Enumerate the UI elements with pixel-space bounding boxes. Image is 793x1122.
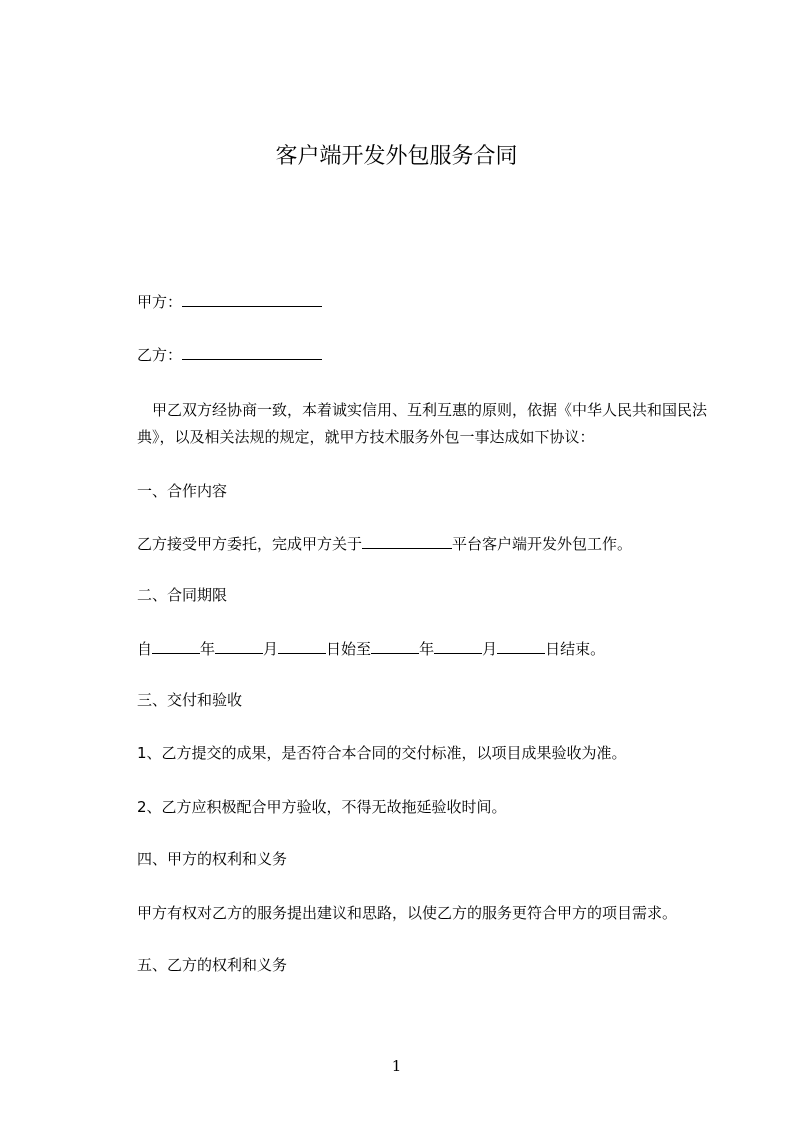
intro-indent (137, 401, 152, 419)
section-1-text-before: 乙方接受甲方委托，完成甲方关于 (137, 535, 363, 553)
party-a-label: 甲方： (137, 293, 183, 311)
end-day-blank (497, 638, 545, 654)
section-4-text: 甲方有权对乙方的服务提出建议和思路，以使乙方的服务更符合甲方的项目需求。 (137, 904, 678, 922)
end-month-label: 月 (482, 640, 498, 658)
party-b-label: 乙方： (137, 346, 183, 364)
start-day-blank (278, 638, 326, 654)
start-day-to-label: 日始至 (326, 640, 372, 658)
start-year-label: 年 (200, 640, 216, 658)
start-year-blank (152, 638, 200, 654)
intro-text: 甲乙双方经协商一致，本着诚实信用、互利互惠的原则，依据《中华人民共和国民法典》，以及相关法规的规定，就甲方技术服务外包一事达成如下协议： (137, 401, 708, 446)
start-month-label: 月 (263, 640, 279, 658)
page-number: 1 (391, 1057, 402, 1075)
end-month-blank (434, 638, 482, 654)
section-3-item-1: 1、乙方提交的成果，是否符合本合同的交付标准，以项目成果验收为准。 (137, 744, 627, 762)
end-year-blank (371, 638, 419, 654)
contract-period-line (137, 638, 605, 659)
period-from-label: 自 (137, 640, 153, 658)
contract-title: 客户端开发外包服务合同 (275, 144, 518, 169)
section-5-heading: 五、乙方的权利和义务 (137, 956, 288, 974)
party-a-blank (182, 291, 322, 307)
section-2-heading: 二、合同期限 (137, 586, 228, 604)
section-1-text (137, 533, 632, 554)
start-month-blank (215, 638, 263, 654)
end-year-label: 年 (419, 640, 435, 658)
end-day-label: 日结束。 (545, 640, 606, 658)
section-1-text-after: 平台客户端开发外包工作。 (452, 535, 633, 553)
section-3-heading: 三、交付和验收 (137, 691, 243, 709)
section-4-heading: 四、甲方的权利和义务 (137, 850, 288, 868)
party-b-blank (182, 344, 322, 360)
intro-paragraph (137, 397, 717, 451)
section-3-item-2: 2、乙方应积极配合甲方验收，不得无故拖延验收时间。 (137, 798, 507, 816)
party-b-line (137, 344, 322, 365)
section-1-heading: 一、合作内容 (137, 482, 228, 500)
platform-name-blank (362, 533, 452, 549)
party-a-line (137, 291, 322, 312)
